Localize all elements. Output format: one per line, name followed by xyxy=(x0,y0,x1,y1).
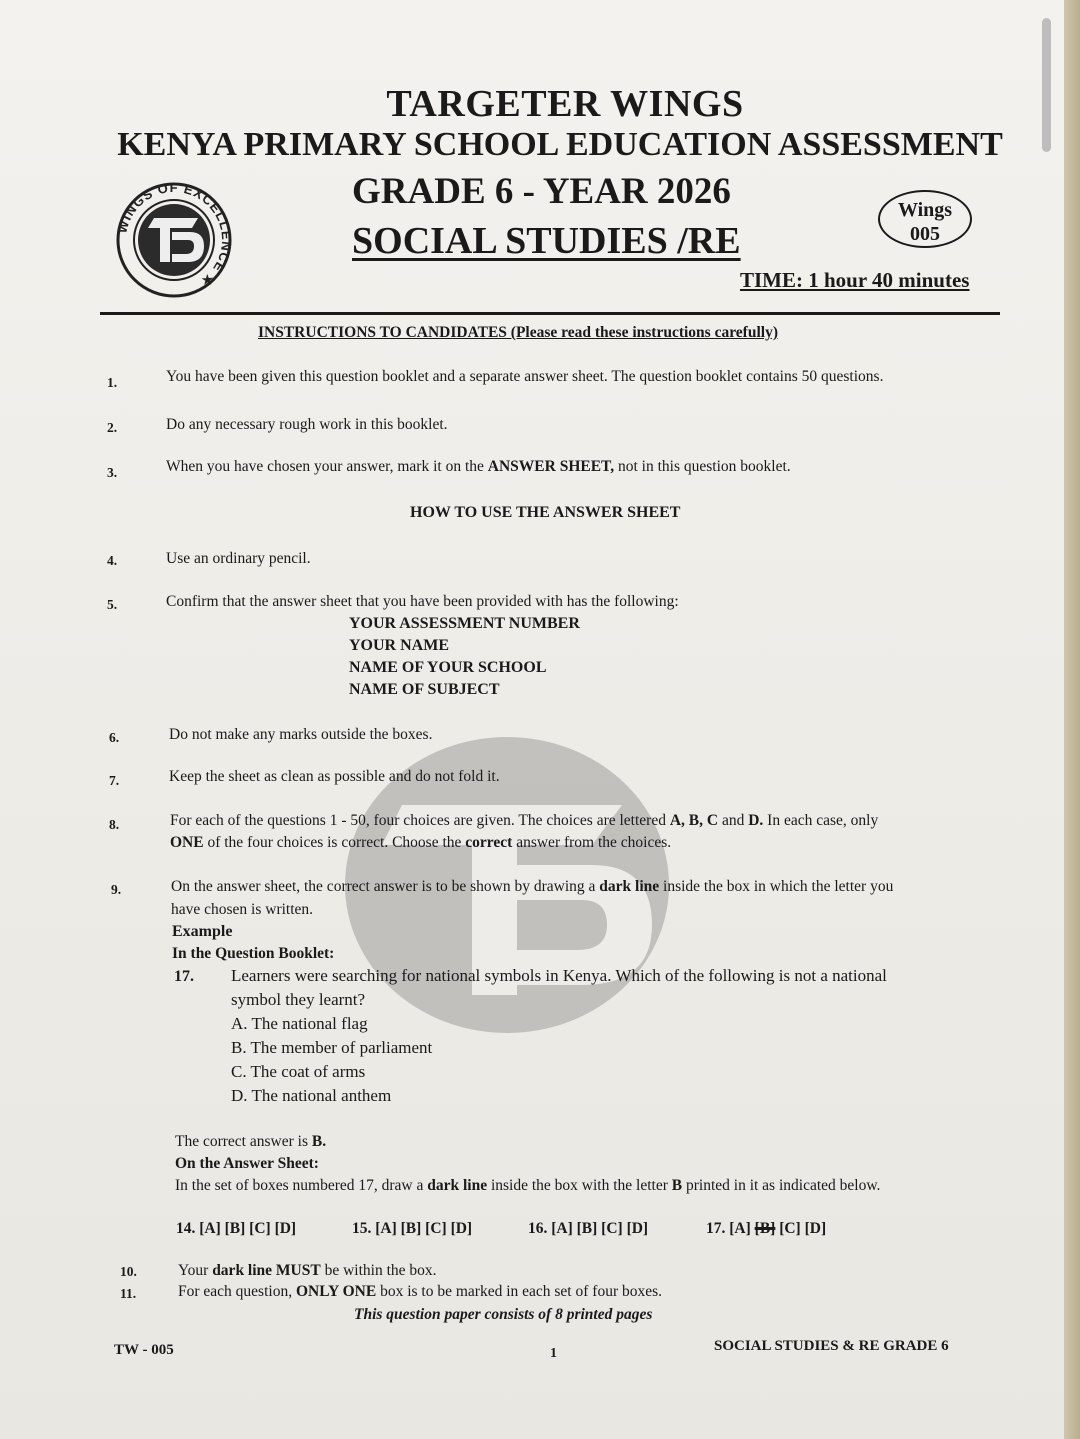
instruction-text xyxy=(170,812,878,830)
bold-run: ONLY ONE xyxy=(295,1283,377,1300)
list-item: YOUR NAME xyxy=(349,637,449,654)
svg-text:WINGS OF EXCELLENCE ★: WINGS OF EXCELLENCE ★ xyxy=(114,180,235,291)
bold-run: dark line MUST xyxy=(212,1262,321,1279)
text-run: [C] [D] xyxy=(775,1220,827,1237)
instruction-text: Use an ordinary pencil. xyxy=(166,550,311,567)
bold-run: correct xyxy=(465,834,513,851)
footer-subject: SOCIAL STUDIES & RE GRADE 6 xyxy=(714,1338,949,1354)
text-run: printed in it as indicated below. xyxy=(682,1177,881,1194)
assessment-title: KENYA PRIMARY SCHOOL EDUCATION ASSESSMENT xyxy=(117,126,1003,163)
example-option: B. The member of parliament xyxy=(231,1038,433,1057)
instruction-text: Do not make any marks outside the boxes. xyxy=(169,726,433,743)
example-label: Example xyxy=(172,923,233,940)
item-number: 9. xyxy=(111,882,122,897)
text-run: not in this question booklet. xyxy=(614,458,791,475)
text-run: inside the box with the letter xyxy=(487,1177,672,1194)
instruction-text: Confirm that the answer sheet that you have been provided with has the following: xyxy=(166,593,679,610)
item-number: 4. xyxy=(107,553,118,568)
example-option: D. The national anthem xyxy=(231,1086,392,1105)
bold-run: dark line xyxy=(599,878,660,895)
time-allowed: TIME: 1 hour 40 minutes xyxy=(740,268,970,292)
item-number: 7. xyxy=(109,773,120,788)
answer-box-set-14: 14. [A] [B] [C] [D] xyxy=(176,1220,297,1237)
instruction-text xyxy=(166,458,791,476)
wings-of-excellence-logo-icon xyxy=(108,180,240,298)
bold-run: D. xyxy=(748,812,764,829)
text-run: of the four choices is correct. Choose the xyxy=(203,834,466,851)
footer-page-number: 1 xyxy=(550,1346,557,1361)
booklet-label: In the Question Booklet: xyxy=(172,945,335,962)
list-item: YOUR ASSESSMENT NUMBER xyxy=(349,615,580,632)
subject-title: SOCIAL STUDIES /RE xyxy=(352,220,741,262)
bold-run: ONE xyxy=(170,834,204,851)
instruction-text: Do any necessary rough work in this booklet. xyxy=(166,416,448,433)
text-run: be within the box. xyxy=(320,1262,437,1279)
list-item: NAME OF YOUR SCHOOL xyxy=(349,659,547,676)
text-run: 17. [A] xyxy=(706,1220,755,1237)
text-run: For each question, xyxy=(178,1283,296,1300)
text-run: The correct answer is xyxy=(175,1133,312,1150)
text-run: In each case, only xyxy=(763,812,879,829)
instruction-text xyxy=(178,1283,662,1301)
text-run: On the answer sheet, the correct answer is to be shown by drawing a xyxy=(171,878,600,895)
text-run: answer from the choices. xyxy=(512,834,672,851)
text-run: In the set of boxes numbered 17, draw a xyxy=(175,1177,428,1194)
text-run: inside the box in which the letter you xyxy=(659,878,894,895)
item-number: 5. xyxy=(107,597,118,612)
badge-line-2: 005 xyxy=(910,223,940,245)
page-edge xyxy=(1064,0,1080,1439)
item-number: 6. xyxy=(109,730,120,745)
instruction-text xyxy=(178,1262,437,1280)
item-number: 10. xyxy=(120,1264,137,1279)
bold-run: A, B, C xyxy=(669,812,719,829)
item-number: 1. xyxy=(107,375,118,390)
item-number: 2. xyxy=(107,420,118,435)
instructions-heading: INSTRUCTIONS TO CANDIDATES (Please read these instructions carefully) xyxy=(258,324,778,341)
item-number: 8. xyxy=(109,817,120,832)
header-divider xyxy=(100,312,1000,315)
badge-line-1: Wings xyxy=(897,199,953,221)
instruction-text: have chosen is written. xyxy=(171,901,314,918)
text-run: For each of the questions 1 - 50, four choices are given. The choices are lettered xyxy=(170,812,670,829)
answer-sheet-label: On the Answer Sheet: xyxy=(175,1155,319,1172)
how-to-heading: HOW TO USE THE ANSWER SHEET xyxy=(410,504,681,521)
item-number: 3. xyxy=(107,465,118,480)
answer-box-set-17 xyxy=(706,1220,826,1238)
bold-run: ANSWER SHEET, xyxy=(487,458,615,475)
instruction-text xyxy=(171,878,893,896)
example-option: A. The national flag xyxy=(231,1014,368,1033)
bold-run: dark line xyxy=(427,1177,488,1194)
grade-year-title: GRADE 6 - YEAR 2026 xyxy=(352,171,731,212)
bold-run: B. xyxy=(311,1133,327,1150)
text-run: When you have chosen your answer, mark it on the xyxy=(166,458,488,475)
example-option: C. The coat of arms xyxy=(231,1062,366,1081)
marked-box-b: [B] xyxy=(754,1220,776,1237)
example-question-number: 17. xyxy=(174,968,194,985)
text-run: box is to be marked in each set of four boxes. xyxy=(376,1283,663,1300)
example-question-text: Learners were searching for national symbols in Kenya. Which of the following is not a national xyxy=(231,966,887,985)
footer-paper-code: TW - 005 xyxy=(114,1342,174,1358)
text-run: Your xyxy=(178,1262,213,1279)
paper-code-badge xyxy=(878,190,972,248)
brand-title: TARGETER WINGS xyxy=(386,83,744,125)
page-count-note: This question paper consists of 8 printed pages xyxy=(354,1306,653,1323)
instruction-text xyxy=(170,834,671,852)
correct-answer-note xyxy=(175,1133,326,1151)
answer-box-set-16: 16. [A] [B] [C] [D] xyxy=(528,1220,649,1237)
item-number: 11. xyxy=(120,1286,137,1301)
list-item: NAME OF SUBJECT xyxy=(349,681,500,698)
instruction-text: Keep the sheet as clean as possible and do not fold it. xyxy=(169,768,500,785)
instruction-text: You have been given this question booklet and a separate answer sheet. The question booklet contains 50 questions. xyxy=(166,368,884,385)
bold-run: B xyxy=(671,1177,683,1194)
answer-box-set-15: 15. [A] [B] [C] [D] xyxy=(352,1220,473,1237)
example-question-text: symbol they learnt? xyxy=(231,990,366,1009)
text-run: and xyxy=(718,812,749,829)
answer-sheet-instruction xyxy=(175,1177,880,1195)
